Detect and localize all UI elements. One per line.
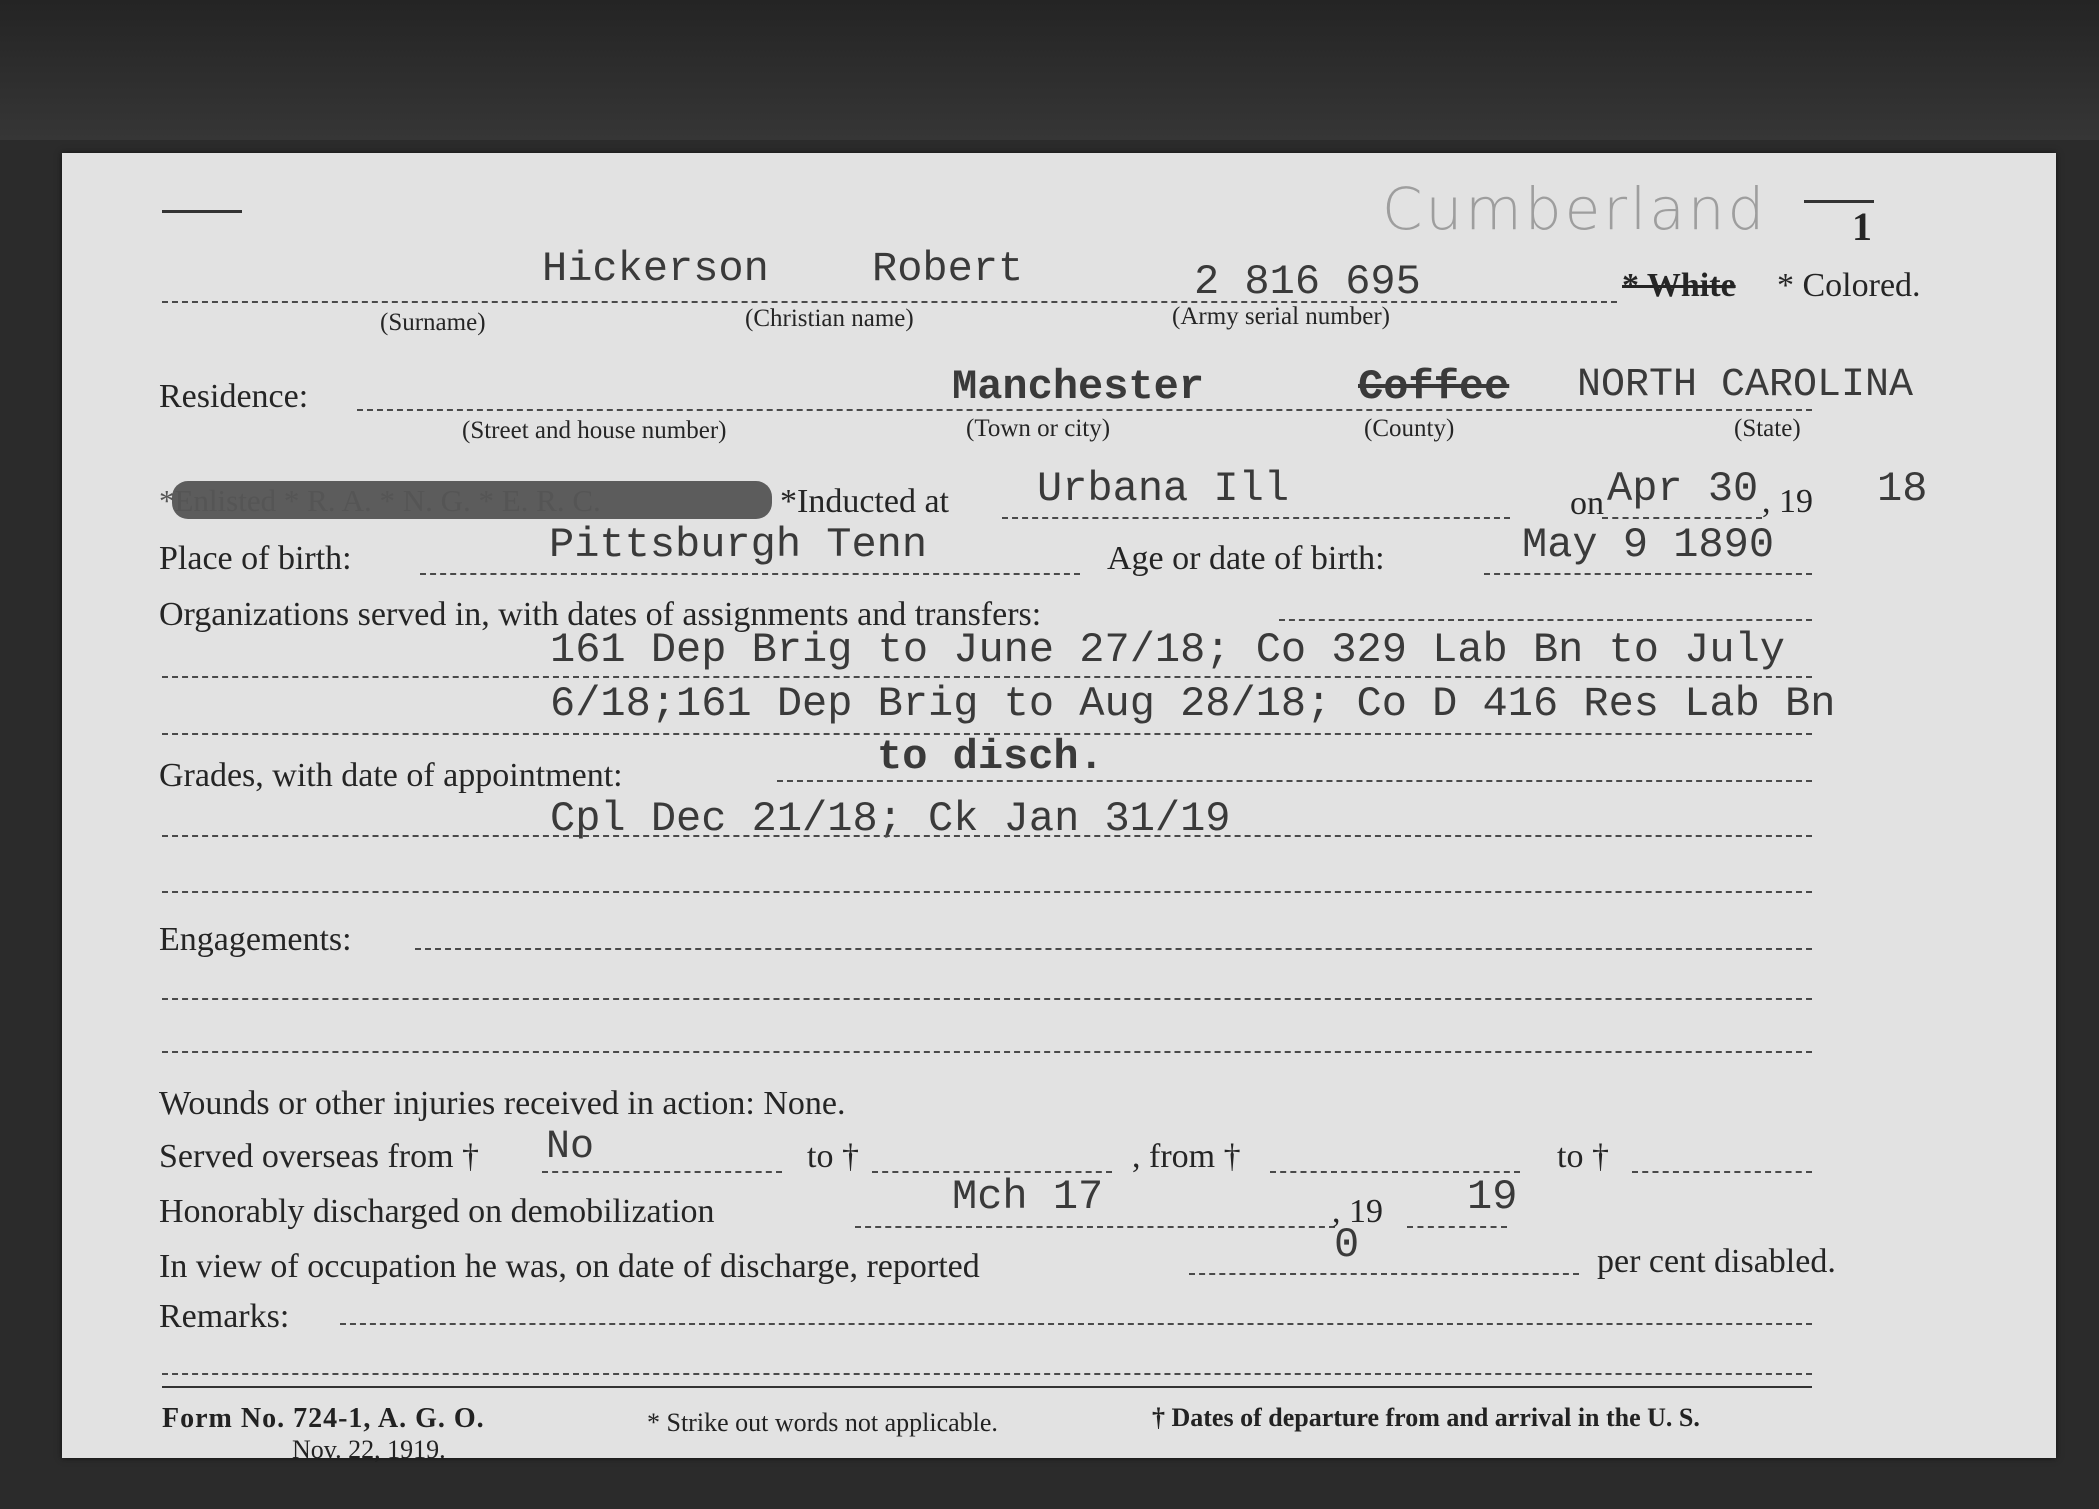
discharge-year-value: 19 bbox=[1467, 1173, 1518, 1221]
remarks-label: Remarks: bbox=[159, 1298, 290, 1335]
overseas-label: Served overseas from † bbox=[159, 1138, 480, 1175]
grades-label: Grades, with date of appointment: bbox=[159, 757, 623, 794]
residence-label: Residence: bbox=[159, 378, 309, 415]
engagements-rule-1 bbox=[162, 998, 1812, 1000]
overseas-to2-line bbox=[1632, 1171, 1812, 1173]
disability-line bbox=[1189, 1273, 1579, 1275]
caption-county: (County) bbox=[1364, 415, 1455, 442]
residence-county-value: Coffee bbox=[1358, 363, 1510, 411]
caption-christian-name: (Christian name) bbox=[745, 305, 914, 332]
residence-line bbox=[357, 409, 1812, 411]
overseas-to2-label: to † bbox=[1557, 1138, 1609, 1175]
caption-town: (Town or city) bbox=[966, 415, 1111, 442]
background-top-band bbox=[0, 0, 2099, 140]
grades-value: Cpl Dec 21/18; Ck Jan 31/19 bbox=[550, 795, 1231, 843]
overseas-from2-label: , from † bbox=[1132, 1138, 1241, 1175]
birth-place-line bbox=[420, 573, 1080, 575]
name-line bbox=[162, 301, 1617, 303]
organizations-line-2: 6/18;161 Dep Brig to Aug 28/18; Co D 416 Res Lab Bn bbox=[550, 680, 1836, 728]
discharge-year-prefix: , 19 bbox=[1332, 1193, 1383, 1230]
inducted-label: *Inducted at bbox=[780, 483, 949, 520]
inducted-place-value: Urbana Ill bbox=[1037, 465, 1290, 513]
overseas-from-value: No bbox=[546, 1125, 595, 1170]
inducted-date-line bbox=[1602, 517, 1762, 519]
discharge-date-value: Mch 17 bbox=[952, 1173, 1104, 1221]
enlisted-options: *Enlisted * R. A. * N. G. * E. R. C. bbox=[159, 483, 601, 518]
footer-rule bbox=[162, 1386, 1812, 1388]
remarks-rule-1 bbox=[162, 1373, 1812, 1375]
footnote-dates: † Dates of departure from and arrival in the U. S. bbox=[1152, 1403, 1700, 1432]
residence-town-value: Manchester bbox=[952, 363, 1205, 411]
disability-suffix: per cent disabled. bbox=[1597, 1243, 1836, 1280]
birth-date-label: Age or date of birth: bbox=[1107, 540, 1385, 577]
form-number: Form No. 724-1, A. G. O. bbox=[162, 1403, 485, 1434]
on-label: on bbox=[1570, 485, 1604, 522]
caption-street: (Street and house number) bbox=[462, 417, 727, 444]
surname-value: Hickerson bbox=[542, 245, 769, 293]
service-record-card bbox=[62, 153, 2056, 1464]
organizations-line-1: 161 Dep Brig to June 27/18; Co 329 Lab Bn to July bbox=[550, 626, 1786, 674]
caption-state: (State) bbox=[1734, 415, 1801, 442]
footnote-strike: * Strike out words not applicable. bbox=[647, 1408, 998, 1437]
handwritten-county: Cumberland bbox=[1382, 175, 1768, 243]
residence-state-value: NORTH CAROLINA bbox=[1577, 363, 1914, 408]
inducted-year-prefix: , 19 bbox=[1762, 483, 1813, 520]
birth-date-line bbox=[1484, 573, 1812, 575]
engagements-line-0 bbox=[415, 948, 1812, 950]
top-left-rule bbox=[162, 210, 242, 213]
disability-label: In view of occupation he was, on date of discharge, reported bbox=[159, 1248, 980, 1285]
overseas-to-label: to † bbox=[807, 1138, 859, 1175]
engagements-label: Engagements: bbox=[159, 921, 352, 958]
birth-place-value: Pittsburgh Tenn bbox=[549, 521, 928, 569]
organizations-line-3: to disch. bbox=[877, 733, 1104, 781]
organizations-rule-1 bbox=[162, 676, 1812, 678]
form-date: Nov. 22, 1919. bbox=[292, 1435, 446, 1464]
inducted-year-value: 18 bbox=[1877, 465, 1928, 513]
organizations-label: Organizations served in, with dates of assignments and transfers: bbox=[159, 596, 1042, 633]
remarks-line-0 bbox=[340, 1323, 1812, 1325]
inducted-line bbox=[1002, 517, 1510, 519]
card-number: 1 bbox=[1852, 204, 1872, 249]
discharge-year-line bbox=[1407, 1226, 1507, 1228]
discharged-label: Honorably discharged on demobilization bbox=[159, 1193, 715, 1230]
discharge-date-line bbox=[855, 1226, 1335, 1228]
birth-date-value: May 9 1890 bbox=[1522, 521, 1775, 569]
caption-surname: (Surname) bbox=[380, 309, 486, 336]
race-colored-option: * Colored. bbox=[1777, 267, 1921, 304]
grades-line-0 bbox=[777, 780, 1812, 782]
disability-value: 0 bbox=[1334, 1221, 1360, 1269]
organizations-line-0 bbox=[1279, 619, 1812, 621]
inducted-date-value: Apr 30 bbox=[1607, 465, 1759, 513]
christian-name-value: Robert bbox=[872, 245, 1024, 293]
grades-rule-2 bbox=[162, 891, 1812, 893]
wounds-label: Wounds or other injuries received in action: None. bbox=[159, 1085, 846, 1122]
army-serial-value: 2 816 695 bbox=[1194, 258, 1421, 306]
overseas-from-line bbox=[542, 1171, 782, 1173]
caption-army-serial: (Army serial number) bbox=[1172, 303, 1390, 330]
birth-place-label: Place of birth: bbox=[159, 540, 352, 577]
race-white-option: * White bbox=[1622, 267, 1736, 304]
engagements-rule-2 bbox=[162, 1051, 1812, 1053]
grades-rule-1 bbox=[162, 835, 1812, 837]
